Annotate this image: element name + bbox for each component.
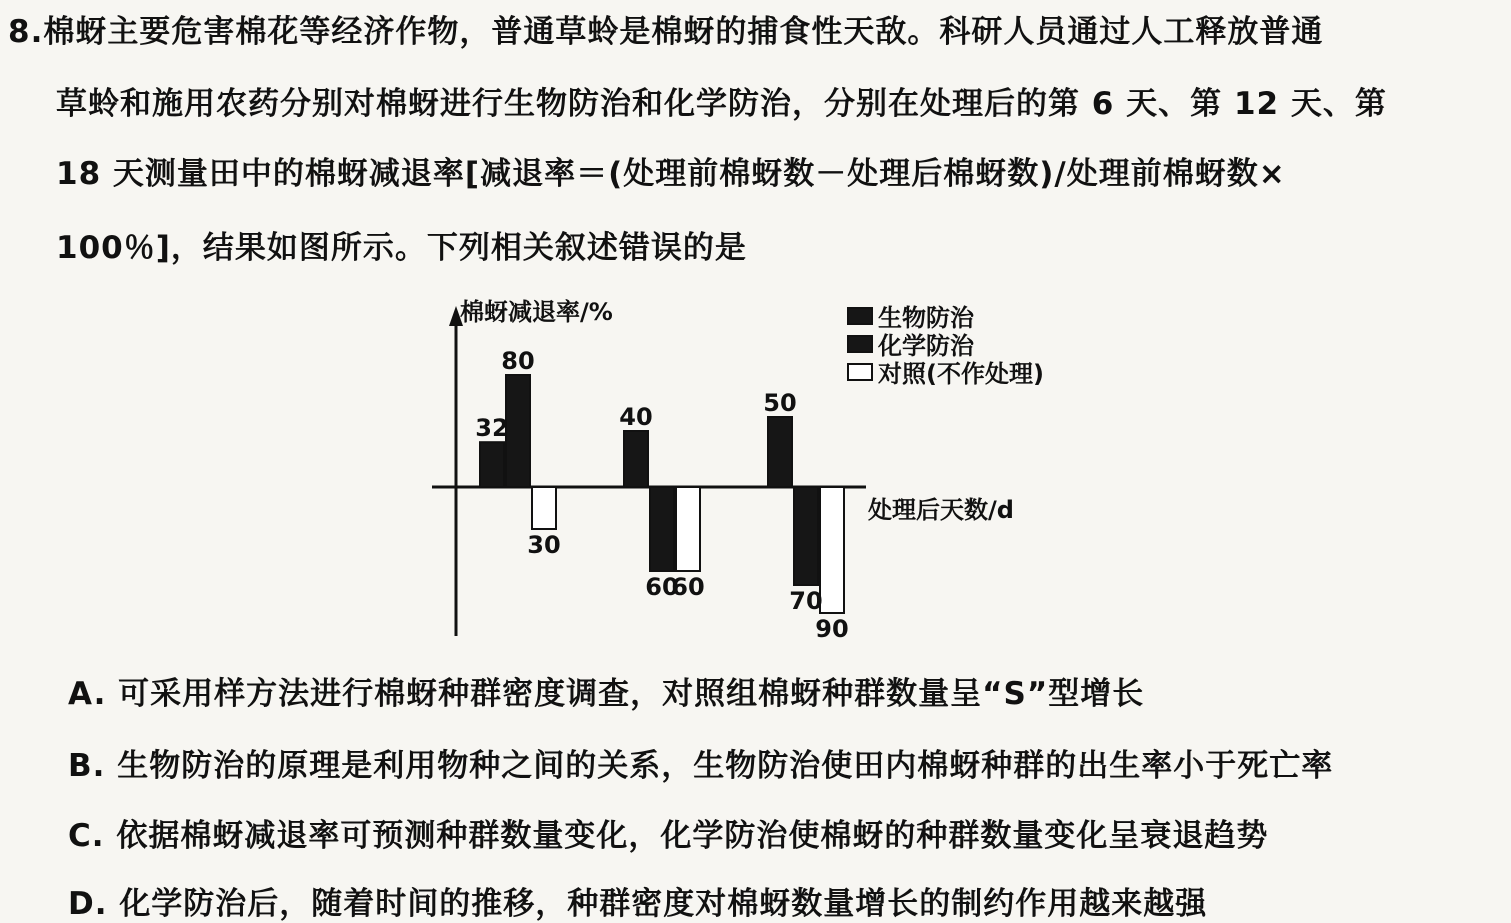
chart-legend [848, 304, 1044, 388]
option-b-label: B. [68, 748, 106, 784]
bar-s1-6 [480, 442, 504, 487]
option-a-label: A. [68, 676, 107, 712]
option-d-label: D. [68, 886, 108, 922]
question-line-4: 100％]，结果如图所示。下列相关叙述错误的是 [56, 230, 747, 266]
bar-s3-18 [820, 487, 844, 613]
data-label-s2-6: 80 [501, 347, 535, 375]
x-axis-label: 处理后天数/d [868, 496, 1014, 524]
bar-s1-18 [768, 417, 792, 487]
bar-s3-6 [532, 487, 556, 529]
bar-s3-12 [676, 487, 700, 571]
legend-swatch-1 [848, 308, 872, 324]
question-text-1: 棉蚜主要危害棉花等经济作物，普通草蛉是棉蚜的捕食性天敌。科研人员通过人工释放普通 [43, 14, 1324, 50]
data-label-s1-6: 32 [475, 414, 509, 443]
option-d-text: 化学防治后，随着时间的推移，种群密度对棉蚜数量增长的制约作用越来越强 [119, 886, 1208, 922]
option-a[interactable] [68, 668, 1144, 713]
question-line-2: 草蛉和施用农药分别对棉蚜进行生物防治和化学防治，分别在处理后的第 6 天、第 12 天、第 [56, 86, 1387, 122]
data-label-s2-12: 60 [645, 573, 679, 601]
y-axis-label: 棉蚜减退率/% [460, 298, 613, 326]
question-line-3: 18 天测量田中的棉蚜减退率[减退率＝(处理前棉蚜数－处理后棉蚜数)/处理前棉蚜数× [56, 156, 1286, 192]
legend-label-1: 生物防治 [878, 304, 974, 332]
data-label-s1-12: 40 [619, 403, 653, 431]
legend-label-3: 对照(不作处理) [878, 360, 1044, 388]
bar-s2-18 [794, 487, 818, 585]
data-label-s3-12: 60 [671, 573, 705, 601]
data-label-s1-18: 50 [763, 389, 797, 417]
bar-s2-6 [506, 375, 530, 487]
option-c[interactable] [68, 810, 1268, 855]
option-d[interactable] [68, 878, 1207, 923]
question-number: 8. [8, 14, 44, 50]
legend-swatch-2 [848, 336, 872, 352]
bar-s1-12 [624, 431, 648, 487]
data-label-s3-18: 90 [815, 615, 849, 643]
legend-swatch-3 [848, 364, 872, 380]
option-c-label: C. [68, 818, 105, 854]
option-b[interactable] [68, 740, 1333, 785]
data-label-s3-6: 30 [527, 531, 561, 559]
legend-label-2: 化学防治 [878, 332, 974, 360]
option-b-text: 生物防治的原理是利用物种之间的关系，生物防治使田内棉蚜种群的出生率小于死亡率 [117, 748, 1334, 784]
bar-s2-12 [650, 487, 674, 571]
option-c-text: 依据棉蚜减退率可预测种群数量变化，化学防治使棉蚜的种群数量变化呈衰退趋势 [116, 818, 1269, 854]
option-a-text: 可采用样方法进行棉蚜种群密度调查，对照组棉蚜种群数量呈“S”型增长 [118, 676, 1145, 712]
data-label-s2-18: 70 [789, 587, 823, 615]
